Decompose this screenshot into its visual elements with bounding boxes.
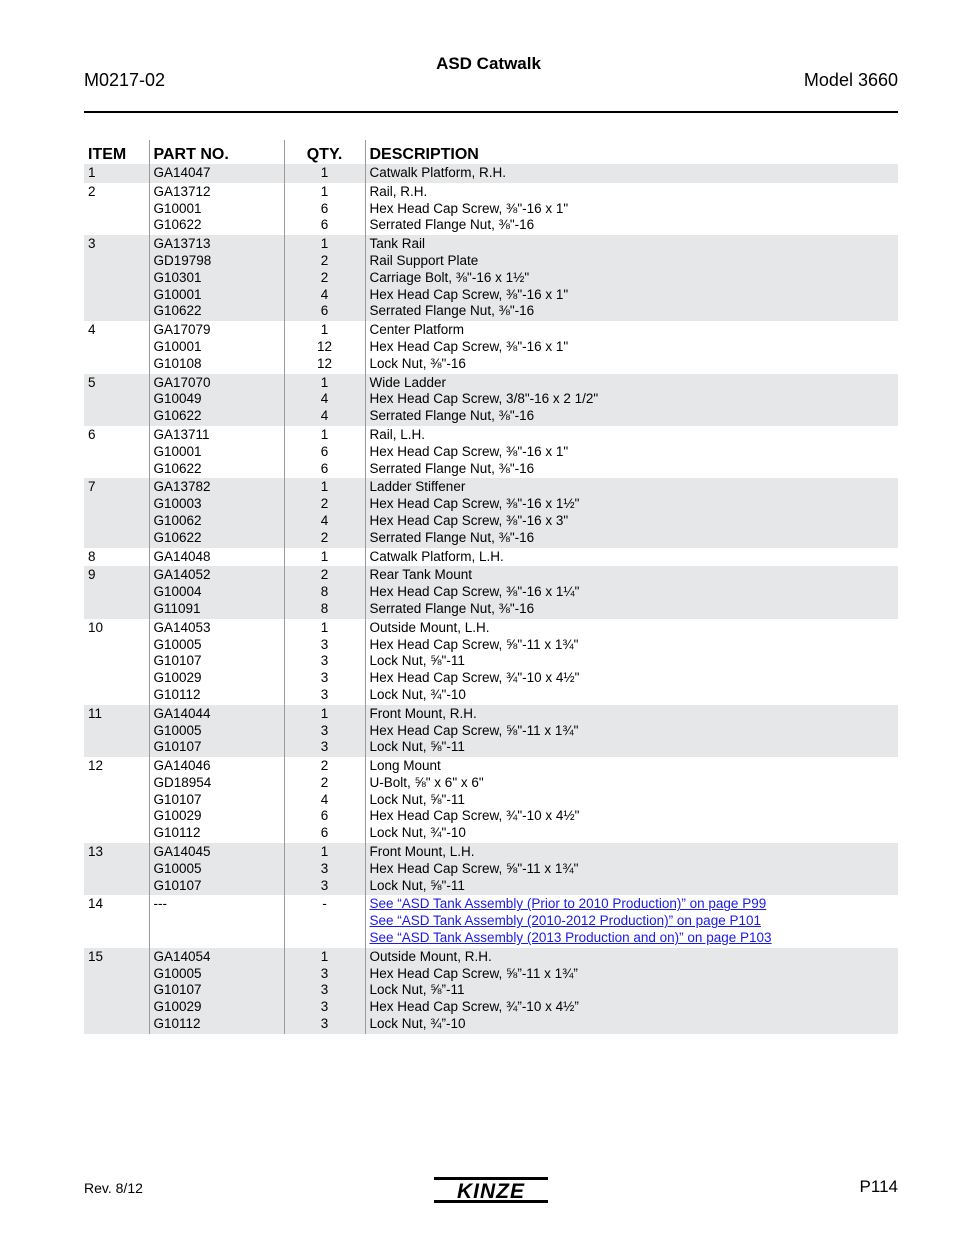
part-number: G10029	[153, 999, 202, 1015]
quantity: 4	[320, 512, 329, 528]
part-number: G10004	[153, 584, 202, 600]
part-number: G10029	[153, 808, 202, 824]
item-number: 1	[84, 164, 149, 183]
quantity: 2	[320, 758, 329, 774]
quantity: 6	[320, 303, 329, 319]
part-number: GA17079	[153, 322, 211, 338]
item-number: 13	[84, 843, 149, 895]
quantity: 6	[320, 460, 329, 476]
quantity-cell	[284, 619, 365, 705]
quantity: 6	[320, 217, 329, 233]
page-title: ASD Catwalk	[436, 54, 541, 73]
description: Long Mount	[369, 758, 441, 774]
column-header-part-no: PART NO.	[149, 140, 284, 164]
part-number: G10622	[153, 217, 202, 233]
description: Lock Nut, ⅝"-11	[369, 877, 465, 893]
description: Hex Head Cap Screw, ⅝"-11 x 1¾"	[369, 722, 579, 738]
quantity: 3	[320, 653, 329, 669]
item-number: 3	[84, 235, 149, 321]
description: Lock Nut, ¾”-10	[369, 1016, 466, 1032]
description: Hex Head Cap Screw, ⅜"-16 x 1"	[369, 443, 569, 459]
column-header-qty: QTY.	[284, 140, 365, 164]
part-number: G10301	[153, 269, 202, 285]
parts-table-body	[84, 164, 898, 1034]
description-cell	[365, 757, 898, 843]
description: Hex Head Cap Screw, ⅝"-11 x 1¾"	[369, 860, 579, 876]
part-number: G10622	[153, 529, 202, 545]
item-number: 2	[88, 183, 96, 199]
part-number: G10622	[153, 303, 202, 319]
description: Serrated Flange Nut, ⅜"-16	[369, 460, 535, 476]
table-row	[84, 843, 898, 895]
quantity: 8	[320, 584, 329, 600]
quantity-cell	[284, 426, 365, 478]
quantity-cell	[284, 948, 365, 1034]
description: Hex Head Cap Screw, ⅜"-16 x 3"	[369, 512, 569, 528]
part-number: G10107	[153, 982, 202, 998]
description: Center Platform	[369, 322, 465, 338]
part-number: GA13711	[153, 426, 210, 442]
description: Outside Mount, R.H.	[369, 948, 492, 964]
item-number: 4	[88, 322, 96, 338]
part-number: G10005	[153, 636, 202, 652]
description-cell	[365, 895, 898, 947]
part-number: GA14044	[153, 705, 211, 721]
part-number-cell	[149, 843, 284, 895]
quantity: 1	[320, 479, 329, 495]
part-number: GA13712	[153, 183, 211, 199]
table-row	[84, 948, 898, 1034]
description: Lock Nut, ⅝”-11	[369, 982, 465, 998]
description: Hex Head Cap Screw, ⅜"-16 x 1"	[369, 338, 569, 354]
part-number-cell	[149, 895, 284, 947]
quantity: 2	[320, 774, 329, 790]
part-number-cell	[149, 705, 284, 757]
description: Rail Support Plate	[369, 252, 479, 268]
description: Front Mount, R.H.	[369, 705, 477, 721]
description: U-Bolt, ⅝" x 6" x 6"	[369, 774, 484, 790]
description: Hex Head Cap Screw, ¾"-10 x 4½"	[369, 670, 580, 686]
part-number: GA14046	[153, 758, 211, 774]
description: Rear Tank Mount	[369, 567, 473, 583]
description: Front Mount, L.H.	[369, 844, 475, 860]
quantity: 3	[320, 670, 329, 686]
quantity: 1	[320, 165, 329, 180]
part-number: G10003	[153, 496, 202, 512]
part-number-cell	[149, 566, 284, 618]
part-number: G10001	[153, 443, 202, 459]
part-number-cell	[149, 548, 284, 567]
part-number: G10001	[153, 200, 202, 216]
quantity-cell	[284, 321, 365, 373]
cross-reference-link[interactable]: See “ASD Tank Assembly (2013 Production and on)” on page P103	[369, 930, 772, 946]
table-row	[84, 164, 898, 183]
quantity: 1	[320, 183, 329, 199]
description: Serrated Flange Nut, ⅜"-16	[369, 600, 535, 616]
part-number-cell	[149, 235, 284, 321]
part-number: GA13713	[153, 236, 211, 252]
quantity-cell	[284, 895, 365, 947]
quantity: 12	[316, 355, 333, 371]
item-number: 12	[88, 758, 104, 774]
description-cell	[365, 548, 898, 567]
description-cell	[365, 619, 898, 705]
part-number-cell	[149, 426, 284, 478]
part-number-cell	[149, 948, 284, 1034]
quantity: 6	[320, 825, 329, 841]
quantity: 3	[320, 982, 329, 998]
part-number: G10108	[153, 355, 202, 371]
quantity: 3	[320, 999, 329, 1015]
table-row	[84, 183, 898, 235]
quantity: 4	[320, 391, 329, 407]
description-cell	[365, 183, 898, 235]
description: Hex Head Cap Screw, ⅜"-16 x 1"	[369, 286, 569, 302]
quantity: 3	[320, 860, 329, 876]
quantity: 3	[320, 636, 329, 652]
description: Hex Head Cap Screw, ¾"-10 x 4½"	[369, 808, 580, 824]
quantity-cell	[284, 705, 365, 757]
item-number: 10	[88, 619, 104, 635]
column-header-item: ITEM	[88, 146, 127, 163]
table-row	[84, 426, 898, 478]
header-divider	[84, 111, 898, 113]
description-cell	[365, 478, 898, 547]
quantity: 2	[320, 529, 329, 545]
quantity: 1	[320, 548, 329, 564]
quantity: 1	[320, 322, 329, 338]
description: Lock Nut, ⅜"-16	[369, 355, 466, 371]
quantity-cell	[284, 757, 365, 843]
part-number-cell	[149, 757, 284, 843]
part-number: G10062	[153, 512, 202, 528]
part-number: GA13782	[153, 479, 211, 495]
description-cell	[365, 321, 898, 373]
quantity-cell	[284, 235, 365, 321]
description: Hex Head Cap Screw, ⅜"-16 x 1¼"	[369, 584, 580, 600]
table-header-row	[84, 140, 898, 164]
part-number-cell	[149, 183, 284, 235]
part-number: GA14047	[153, 165, 211, 180]
part-number: GD18954	[153, 774, 212, 790]
description-cell	[365, 843, 898, 895]
quantity-cell	[284, 478, 365, 547]
quantity: 8	[320, 600, 329, 616]
quantity-cell	[284, 183, 365, 235]
table-row	[84, 235, 898, 321]
part-number: G10112	[153, 1016, 201, 1032]
description: Hex Head Cap Screw, ⅝”-11 x 1¾”	[369, 965, 578, 981]
quantity: 3	[320, 877, 329, 893]
table-row	[84, 548, 898, 567]
description: Hex Head Cap Screw, ⅜"-16 x 1"	[369, 200, 569, 216]
description: Catwalk Platform, L.H.	[369, 548, 504, 564]
item-number: 9	[84, 566, 149, 618]
quantity: -	[322, 896, 327, 912]
quantity: 3	[320, 722, 329, 738]
revision-label: Rev. 8/12	[84, 1180, 143, 1196]
part-number: G10107	[153, 877, 202, 893]
part-number-cell	[149, 164, 284, 183]
description: Ladder Stiffener	[369, 479, 466, 495]
quantity: 1	[320, 705, 329, 721]
description: Wide Ladder	[369, 374, 447, 390]
part-number: G10005	[153, 965, 202, 981]
quantity: 2	[320, 567, 329, 583]
description: Hex Head Cap Screw, ⅝"-11 x 1¾"	[369, 636, 579, 652]
quantity-cell	[284, 374, 365, 426]
description: Lock Nut, ¾"-10	[369, 686, 466, 702]
table-row	[84, 321, 898, 373]
description: Serrated Flange Nut, ⅜"-16	[369, 529, 535, 545]
table-row	[84, 705, 898, 757]
description-cell	[365, 374, 898, 426]
part-number: G10029	[153, 670, 202, 686]
item-number: 14	[88, 896, 104, 912]
item-number: 15	[84, 948, 149, 1034]
quantity: 2	[320, 252, 329, 268]
table-row	[84, 757, 898, 843]
table-row	[84, 566, 898, 618]
description: Tank Rail	[369, 236, 426, 252]
part-number: GA17070	[153, 374, 211, 390]
description: Rail, R.H.	[369, 183, 428, 199]
table-row	[84, 895, 898, 947]
part-number: G10001	[153, 338, 202, 354]
description: Carriage Bolt, ⅜"-16 x 1½"	[369, 269, 530, 285]
quantity-cell	[284, 164, 365, 183]
description-cell	[365, 705, 898, 757]
part-number: GA14048	[153, 548, 211, 564]
item-number: 8	[88, 548, 96, 564]
part-number: G10107	[153, 653, 202, 669]
quantity: 4	[320, 408, 329, 424]
quantity: 2	[320, 496, 329, 512]
quantity: 3	[320, 965, 329, 981]
part-number-cell	[149, 478, 284, 547]
quantity: 3	[320, 1016, 329, 1032]
part-number: G10005	[153, 860, 202, 876]
part-number: GA14054	[153, 948, 211, 964]
quantity-cell	[284, 548, 365, 567]
quantity: 1	[320, 619, 329, 635]
part-number-cell	[149, 619, 284, 705]
description: Lock Nut, ⅝"-11	[369, 653, 465, 669]
item-number: 11	[84, 705, 149, 757]
description-cell	[365, 164, 898, 183]
part-number: GA14052	[153, 567, 211, 583]
column-header-description: DESCRIPTION	[365, 140, 898, 164]
quantity: 6	[320, 808, 329, 824]
description: Lock Nut, ¾"-10	[369, 825, 466, 841]
kinze-logo	[432, 1176, 550, 1204]
item-number: 5	[84, 374, 149, 426]
part-number: G10107	[153, 739, 202, 755]
cross-reference-link[interactable]: See “ASD Tank Assembly (2010-2012 Production)” on page P101	[369, 913, 761, 929]
description: Serrated Flange Nut, ⅜"-16	[369, 303, 535, 319]
part-number: GD19798	[153, 252, 212, 268]
quantity-cell	[284, 843, 365, 895]
part-number: G10112	[153, 686, 201, 702]
quantity: 6	[320, 200, 329, 216]
quantity: 1	[320, 844, 329, 860]
quantity: 3	[320, 686, 329, 702]
part-number-cell	[149, 321, 284, 373]
quantity: 4	[320, 791, 329, 807]
description-cell	[365, 948, 898, 1034]
description: Hex Head Cap Screw, ¾”-10 x 4½”	[369, 999, 579, 1015]
description: Rail, L.H.	[369, 426, 426, 442]
description: Serrated Flange Nut, ⅜"-16	[369, 217, 535, 233]
description: Hex Head Cap Screw, ⅜"-16 x 1½"	[369, 496, 580, 512]
description: Serrated Flange Nut, ⅜"-16	[369, 408, 535, 424]
quantity: 1	[320, 236, 329, 252]
page-number: P114	[859, 1177, 898, 1196]
part-number: ---	[153, 896, 167, 912]
quantity: 1	[320, 948, 329, 964]
quantity: 2	[320, 269, 329, 285]
part-number: G10622	[153, 460, 202, 476]
quantity: 6	[320, 443, 329, 459]
part-number: G11091	[153, 600, 201, 616]
part-number: G10112	[153, 825, 201, 841]
description: Hex Head Cap Screw, 3/8"-16 x 2 1/2"	[369, 391, 599, 407]
description: Outside Mount, L.H.	[369, 619, 490, 635]
model-label: Model 3660	[803, 70, 898, 90]
part-number: GA14053	[153, 619, 211, 635]
part-number: G10622	[153, 408, 202, 424]
cross-reference-link[interactable]: See “ASD Tank Assembly (Prior to 2010 Production)” on page P99	[369, 896, 767, 912]
part-number-cell	[149, 374, 284, 426]
doc-number: M0217-02	[84, 70, 166, 90]
item-number: 6	[88, 426, 96, 442]
part-number: GA14045	[153, 844, 211, 860]
table-row	[84, 619, 898, 705]
quantity-cell	[284, 566, 365, 618]
part-number: G10001	[153, 286, 202, 302]
part-number: G10005	[153, 722, 202, 738]
logo-text: KINZE	[457, 1180, 525, 1203]
table-row	[84, 374, 898, 426]
description-cell	[365, 426, 898, 478]
quantity: 12	[316, 338, 333, 354]
quantity: 3	[320, 739, 329, 755]
description: Catwalk Platform, R.H.	[369, 165, 507, 180]
item-number: 7	[84, 478, 149, 547]
description: Lock Nut, ⅝"-11	[369, 791, 465, 807]
parts-table	[84, 140, 898, 1034]
quantity: 1	[320, 426, 329, 442]
description-cell	[365, 235, 898, 321]
table-row	[84, 478, 898, 547]
quantity: 1	[320, 374, 329, 390]
description: Lock Nut, ⅝"-11	[369, 739, 465, 755]
part-number: G10049	[153, 391, 202, 407]
quantity: 4	[320, 286, 329, 302]
description-cell	[365, 566, 898, 618]
part-number: G10107	[153, 791, 202, 807]
